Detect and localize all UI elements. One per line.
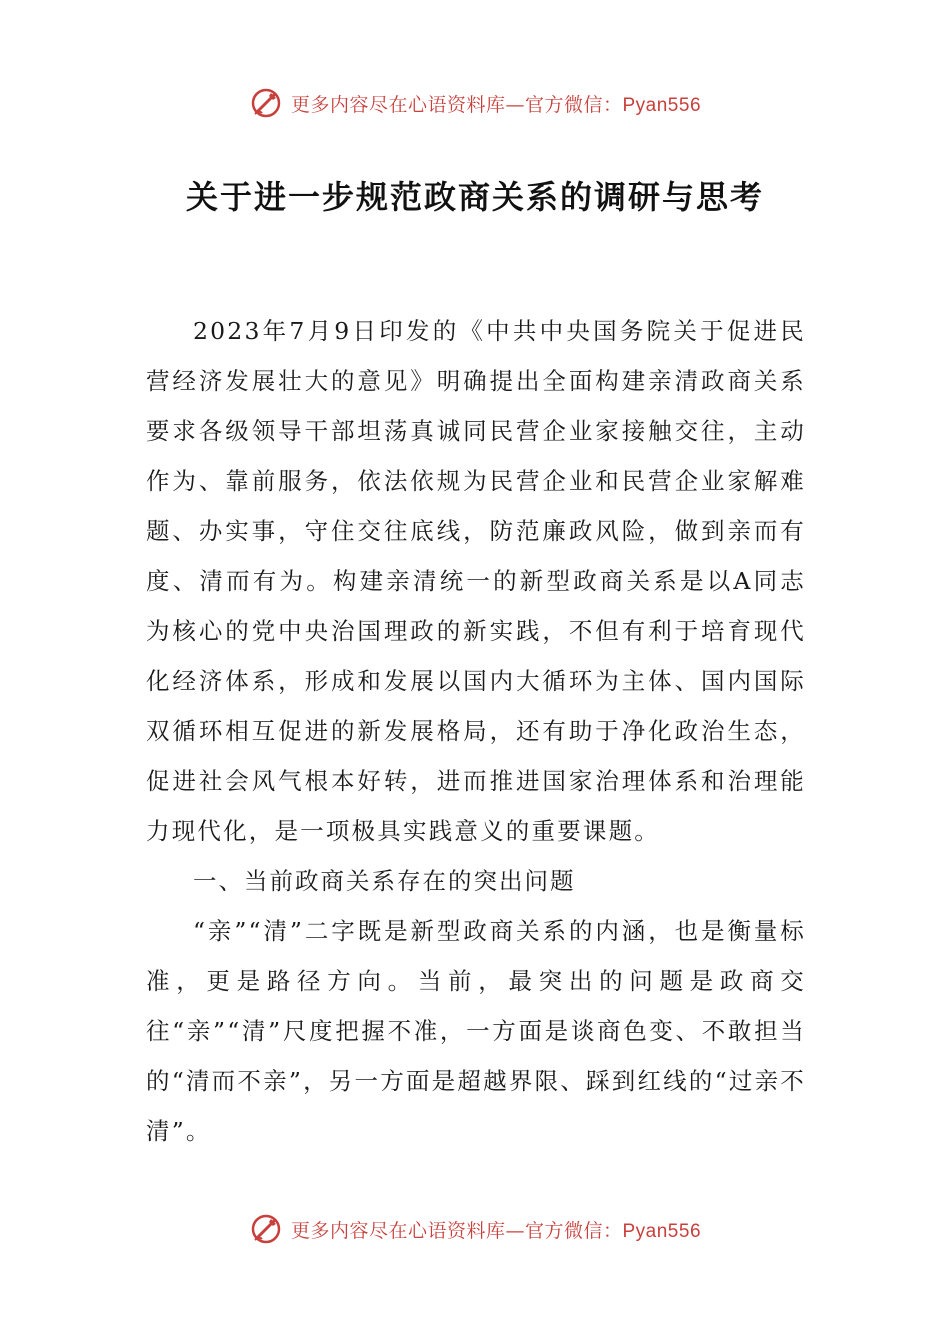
section-paragraph: “亲”“清”二字既是新型政商关系的内涵，也是衡量标准，更是路径方向。当前，最突出的问题是政商交往“亲”“清”尺度把握不准，一方面是谈商色变、不敢担当的“清而不亲”，另一方面是超越界限、踩到红线的“过亲不清”。 [146, 917, 806, 1145]
banner-wechat-id: Pyan556 [622, 1220, 702, 1242]
section-heading: 一、当前政商关系存在的突出问题 [193, 867, 576, 895]
banner-wechat-label: 官方微信： [524, 1219, 623, 1242]
document-body [146, 306, 806, 1156]
document-title: 关于进一步规范政商关系的调研与思考 [185, 178, 764, 216]
pen-logo-icon [249, 86, 283, 120]
banner-text [291, 90, 701, 117]
banner-separator: — [505, 1219, 525, 1242]
banner-wechat-id: Pyan556 [622, 94, 702, 116]
footer-watermark-banner [0, 1209, 950, 1249]
banner-text [291, 1216, 701, 1243]
banner-library-text: 更多内容尽在心语资料库 [290, 1219, 506, 1242]
pen-logo-icon [249, 1212, 283, 1246]
body-paragraph: 2023年7月9日印发的《中共中央国务院关于促进民营经济发展壮大的意见》明确提出全面构建亲清政商关系要求各级领导干部坦荡真诚同民营企业家接触交往，主动作为、靠前服务，依法依规为民营企业和民营企业家解难题、办实事，守住交往底线，防范廉政风险，做到亲而有度、清而有为。构建亲清统一的新型政商关系是以A同志为核心的党中央治国理政的新实践，不但有利于培育现代化经济体系，形成和发展以国内大循环为主体、国内国际双循环相互促进的新发展格局，还有助于净化政治生态，促进社会风气根本好转，进而推进国家治理体系和治理能力现代化，是一项极具实践意义的重要课题。 [146, 317, 806, 845]
banner-library-text: 更多内容尽在心语资料库 [290, 93, 506, 116]
banner-separator: — [505, 93, 525, 116]
header-watermark-banner [0, 83, 950, 123]
banner-wechat-label: 官方微信： [524, 93, 623, 116]
